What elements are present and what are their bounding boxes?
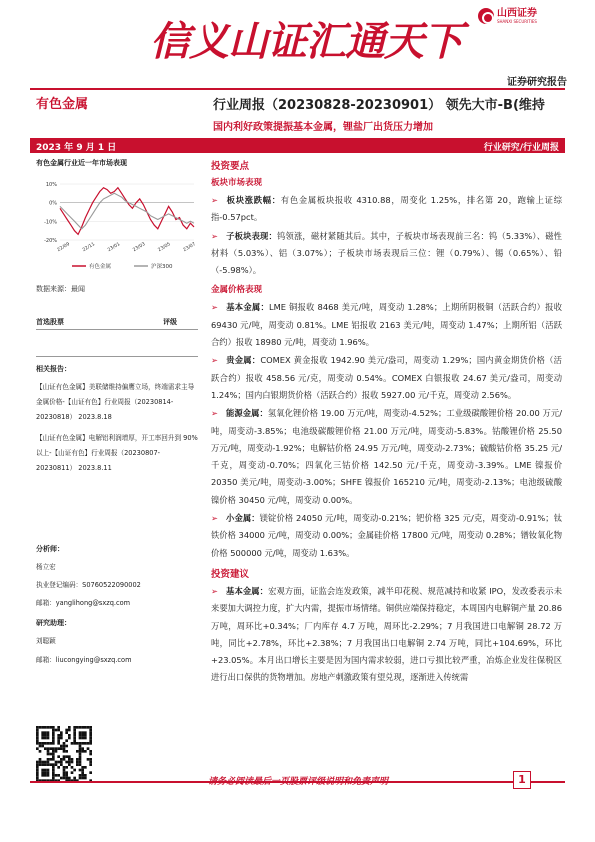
- qr-module: [55, 729, 58, 732]
- qr-module: [36, 774, 39, 777]
- qr-module: [36, 747, 39, 750]
- qr-module: [76, 726, 79, 729]
- qr-module: [73, 777, 76, 780]
- qr-module: [84, 737, 87, 740]
- qr-module: [57, 726, 60, 729]
- qr-module: [47, 742, 50, 745]
- qr-module: [57, 747, 60, 750]
- header-divider: [30, 88, 565, 90]
- para-text: LME 铜报收 8468 美元/吨，周变动 1.28%；上期所阴极铜（活跃合约）报收 69430 元/吨，周变动 0.81%。LME 铝报收 2163 美元/吨，周变动 1.47%；上期所铝（活跃合约）报收 18980 元/吨，周变动 1.96%。: [211, 302, 562, 348]
- qr-module: [52, 774, 55, 777]
- analyst-title: 分析师：: [36, 545, 64, 553]
- qr-module: [36, 771, 39, 774]
- qr-module: [60, 747, 63, 750]
- subsection-market: 板块市场表现: [211, 178, 263, 188]
- qr-module: [44, 726, 47, 729]
- rating-label: 评级: [163, 318, 177, 326]
- qr-module: [89, 731, 92, 734]
- qr-module: [89, 771, 92, 774]
- qr-module: [47, 758, 50, 761]
- qr-module: [73, 739, 76, 742]
- date-bar: [30, 138, 565, 153]
- qr-module: [63, 769, 66, 772]
- qr-module: [73, 729, 76, 732]
- qr-module: [79, 763, 82, 766]
- arrow-icon: ➢: [211, 355, 218, 366]
- qr-module: [89, 726, 92, 729]
- qr-module: [84, 774, 87, 777]
- qr-module: [63, 747, 66, 750]
- qr-module: [84, 742, 87, 745]
- qr-module: [63, 742, 66, 745]
- logo-icon: [478, 8, 494, 24]
- paragraph-subsector: [211, 228, 562, 280]
- qr-module: [36, 737, 39, 740]
- x-tick-label: 23/05: [157, 242, 172, 254]
- related-report-item[interactable]: 【山证有色金属】美联储维持偏鹰立场，终端需求主导金属价格-【山证有色】行业周报（20230814-20230818） 2023.8.18: [36, 383, 195, 421]
- qr-module: [65, 771, 68, 774]
- qr-module: [60, 763, 63, 766]
- qr-module: [36, 734, 39, 737]
- qr-module: [73, 731, 76, 734]
- industry-name: 有色金属: [36, 97, 89, 112]
- qr-module: [79, 769, 82, 772]
- qr-module: [73, 769, 76, 772]
- qr-module: [52, 755, 55, 758]
- related-report-item[interactable]: 【山证有色金属】电解铝利润增厚，开工率回升到 90%以上-【山证有色】行业周报（20230807-20230811） 2023.8.11: [36, 434, 198, 472]
- qr-module: [52, 734, 55, 737]
- qr-module: [52, 729, 55, 732]
- qr-module: [57, 734, 60, 737]
- qr-module: [60, 734, 63, 737]
- qr-module: [84, 777, 87, 780]
- qr-module: [79, 777, 82, 780]
- qr-module: [79, 750, 82, 753]
- arrow-icon: ➢: [211, 230, 218, 241]
- qr-module: [79, 731, 82, 734]
- qr-module: [36, 729, 39, 732]
- qr-module: [60, 758, 63, 761]
- qr-module: [89, 750, 92, 753]
- qr-module: [52, 777, 55, 780]
- series-line-2: [60, 193, 194, 229]
- qr-module: [81, 769, 84, 772]
- para-label: 基本金属：: [225, 585, 269, 596]
- qr-module: [39, 763, 42, 766]
- qr-module: [79, 774, 82, 777]
- para-label: 贵金属：: [225, 355, 261, 366]
- paragraph-base-metals: [211, 299, 562, 351]
- qr-module: [47, 774, 50, 777]
- qr-module: [73, 734, 76, 737]
- qr-module: [89, 739, 92, 742]
- qr-module: [81, 731, 84, 734]
- qr-module: [36, 761, 39, 764]
- qr-module: [55, 747, 58, 750]
- qr-module: [41, 737, 44, 740]
- qr-module: [36, 763, 39, 766]
- analyst-cert-code: 执业登记编码：S0760522090002: [36, 581, 141, 589]
- x-tick-label: 23/03: [132, 242, 147, 254]
- qr-module: [44, 734, 47, 737]
- qr-module: [81, 771, 84, 774]
- qr-module: [44, 731, 47, 734]
- qr-module: [81, 774, 84, 777]
- qr-module: [79, 761, 82, 764]
- assistant-email[interactable]: 邮箱：liucongying@sxzq.com: [36, 656, 132, 664]
- qr-module: [47, 734, 50, 737]
- qr-module: [68, 763, 71, 766]
- qr-module: [41, 745, 44, 748]
- qr-module: [36, 726, 39, 729]
- data-source: 数据来源：最闻: [36, 285, 85, 293]
- qr-module: [68, 734, 71, 737]
- qr-module: [39, 742, 42, 745]
- qr-module: [47, 771, 50, 774]
- analyst-email[interactable]: 邮箱：yanglihong@sxzq.com: [36, 599, 131, 607]
- para-text: 宏观方面，证监会连发政策，减半印花税、规范减持和收紧 IPO，发改委表示未来要加大调控力度，扩大内需，提振市场情绪。铜供应端保持稳定，本周国内电解铜产量 20.86 万吨，周环比+0.34%；厂内库存 4.7 万吨，周环比-2.29%；7 月我国进口电解铜 28.72 万吨，同比+2.78%，环比+2.38%；7 月我国出口电解铜 2.74 万吨，同比+104.69%，环比+23.05%。本月出口增长主要是因为国内需求较弱，进口亏损比较严重，冶炼企业发往保税区进行出口保供的货物增加。房地产刺激政策有望兑现，逐渐进入传统需: [211, 585, 562, 683]
- qr-module: [44, 747, 47, 750]
- qr-module: [79, 753, 82, 756]
- qr-module: [60, 761, 63, 764]
- qr-module: [87, 742, 90, 745]
- qr-module: [49, 758, 52, 761]
- qr-module: [39, 758, 42, 761]
- arrow-icon: ➢: [211, 585, 218, 596]
- qr-module: [65, 774, 68, 777]
- y-tick-label: -20%: [44, 238, 57, 244]
- paragraph-precious-metals: [211, 352, 562, 404]
- qr-code-icon: [36, 726, 92, 782]
- qr-module: [47, 763, 50, 766]
- qr-module: [36, 766, 39, 769]
- qr-module: [87, 747, 90, 750]
- qr-module: [55, 774, 58, 777]
- chart-canvas: [36, 178, 198, 276]
- qr-module: [65, 739, 68, 742]
- qr-module: [63, 774, 66, 777]
- report-headline: 行业周报（20230828-20230901） 领先大市-B(维持: [213, 98, 545, 113]
- company-logo: [478, 6, 588, 26]
- qr-module: [79, 747, 82, 750]
- qr-module: [36, 739, 39, 742]
- qr-module: [41, 774, 44, 777]
- qr-module: [52, 742, 55, 745]
- qr-module: [68, 758, 71, 761]
- qr-module: [52, 739, 55, 742]
- qr-module: [63, 745, 66, 748]
- main-content: [211, 158, 562, 688]
- qr-module: [52, 726, 55, 729]
- qr-module: [52, 766, 55, 769]
- qr-module: [52, 753, 55, 756]
- qr-module: [60, 731, 63, 734]
- paragraph-minor-metals: [211, 510, 562, 562]
- qr-module: [79, 758, 82, 761]
- qr-module: [47, 753, 50, 756]
- stock-picks-header: [36, 317, 200, 329]
- assistant-title: 研究助理：: [36, 619, 71, 627]
- qr-module: [57, 739, 60, 742]
- qr-module: [36, 731, 39, 734]
- arrow-icon: ➢: [211, 513, 218, 524]
- report-category: 行业研究/行业周报: [483, 143, 559, 153]
- qr-module: [87, 726, 90, 729]
- x-tick-label: 22/11: [81, 242, 96, 254]
- logo-name-cn: 山西证券: [497, 7, 537, 19]
- para-label: 板块涨跌幅：: [225, 195, 281, 205]
- para-label: 小金属：: [225, 513, 260, 524]
- qr-module: [71, 742, 74, 745]
- qr-module: [57, 755, 60, 758]
- qr-module: [49, 742, 52, 745]
- x-tick-label: 23/01: [107, 242, 122, 254]
- qr-module: [65, 761, 68, 764]
- qr-module: [57, 729, 60, 732]
- qr-module: [49, 763, 52, 766]
- arrow-icon: ➢: [211, 195, 218, 205]
- qr-module: [47, 750, 50, 753]
- qr-module: [76, 763, 79, 766]
- footer-disclaimer: 请务必阅读最后一页股票评级说明和免责声明: [208, 777, 389, 787]
- qr-module: [57, 761, 60, 764]
- qr-module: [89, 763, 92, 766]
- qr-module: [81, 747, 84, 750]
- qr-module: [39, 745, 42, 748]
- qr-module: [57, 737, 60, 740]
- section-investment-advice: 投资建议: [211, 568, 250, 580]
- qr-module: [44, 742, 47, 745]
- qr-module: [63, 750, 66, 753]
- y-tick-label: 0%: [49, 200, 57, 207]
- qr-module: [39, 726, 42, 729]
- qr-module: [65, 745, 68, 748]
- qr-module: [41, 731, 44, 734]
- qr-module: [47, 761, 50, 764]
- qr-module: [68, 755, 71, 758]
- y-tick-label: 10%: [45, 182, 57, 188]
- qr-module: [41, 763, 44, 766]
- qr-module: [49, 747, 52, 750]
- para-label: 基本金属：: [225, 302, 270, 313]
- qr-module: [81, 737, 84, 740]
- qr-module: [84, 726, 87, 729]
- qr-module: [63, 771, 66, 774]
- qr-module: [89, 734, 92, 737]
- section-investment-points: 投资要点: [211, 161, 250, 172]
- page-number: 1: [513, 771, 531, 789]
- qr-module: [89, 729, 92, 732]
- qr-module: [47, 747, 50, 750]
- qr-module: [49, 726, 52, 729]
- qr-module: [79, 737, 82, 740]
- para-text: 钨领涨，磁材紧随其后。其中，子板块市场表现前三名：钨（5.33%）、磁性材料（5.03%）、铝（3.07%）；子板块市场表现后三位：锂（0.79%）、锡（0.65%）、铅（-5.98%）。: [211, 230, 562, 276]
- qr-module: [81, 734, 84, 737]
- qr-module: [73, 742, 76, 745]
- qr-module: [47, 726, 50, 729]
- qr-module: [79, 726, 82, 729]
- qr-module: [44, 771, 47, 774]
- qr-module: [87, 758, 90, 761]
- x-tick-label: 23/07: [182, 242, 197, 254]
- qr-module: [52, 737, 55, 740]
- qr-module: [73, 726, 76, 729]
- report-kind: 证券研究报告: [507, 77, 567, 88]
- qr-module: [60, 745, 63, 748]
- qr-module: [71, 766, 74, 769]
- qr-module: [89, 758, 92, 761]
- divider: [36, 356, 198, 357]
- qr-module: [68, 726, 71, 729]
- qr-module: [47, 731, 50, 734]
- qr-module: [71, 771, 74, 774]
- paragraph-advice-base-metals: [211, 583, 562, 687]
- qr-module: [52, 763, 55, 766]
- qr-module: [84, 766, 87, 769]
- qr-module: [55, 763, 58, 766]
- qr-module: [68, 777, 71, 780]
- qr-module: [63, 755, 66, 758]
- qr-module: [60, 737, 63, 740]
- qr-module: [65, 750, 68, 753]
- arrow-icon: ➢: [211, 302, 218, 313]
- qr-module: [44, 737, 47, 740]
- qr-module: [76, 750, 79, 753]
- qr-module: [55, 750, 58, 753]
- qr-module: [41, 771, 44, 774]
- picks-label: 首选股票: [36, 318, 64, 326]
- qr-module: [41, 742, 44, 745]
- legend-label: 有色金属: [89, 264, 112, 270]
- qr-module: [84, 731, 87, 734]
- qr-module: [52, 771, 55, 774]
- qr-module: [55, 761, 58, 764]
- qr-module: [60, 777, 63, 780]
- qr-module: [44, 761, 47, 764]
- qr-module: [79, 745, 82, 748]
- market-performance-chart: [36, 178, 198, 276]
- assistant-name: 刘聪颖: [36, 637, 56, 645]
- divider: [36, 329, 198, 330]
- y-tick-label: -10%: [44, 219, 57, 226]
- qr-module: [89, 753, 92, 756]
- qr-module: [63, 766, 66, 769]
- qr-module: [36, 777, 39, 780]
- qr-module: [71, 758, 74, 761]
- qr-module: [44, 763, 47, 766]
- qr-module: [84, 750, 87, 753]
- qr-module: [41, 734, 44, 737]
- qr-module: [79, 755, 82, 758]
- qr-module: [57, 766, 60, 769]
- qr-module: [39, 761, 42, 764]
- qr-module: [44, 774, 47, 777]
- qr-module: [76, 758, 79, 761]
- para-label: 能源金属：: [225, 408, 268, 419]
- qr-module: [41, 761, 44, 764]
- qr-module: [89, 737, 92, 740]
- para-text: 有色金属板块报收 4310.88，周变化 1.25%，排名第 20，跑输上证综指-0.57pct。: [211, 195, 562, 223]
- qr-module: [52, 747, 55, 750]
- qr-module: [81, 742, 84, 745]
- para-text: COMEX 黄金报收 1942.90 美元/盎司，周变动 1.29%；国内黄金期货价格（活跃合约）报收 458.56 元/克，周变动 0.54%。COMEX 白银报收 24.67 美元/盎司，周变动 1.24%；国内白银期货价格（活跃合约）报收 5927.00 元/千克，周变动 2.56%。: [211, 355, 562, 400]
- qr-module: [71, 761, 74, 764]
- qr-module: [76, 742, 79, 745]
- qr-module: [65, 777, 68, 780]
- logo-name-en: SHANXI SECURITIES: [497, 18, 537, 24]
- chart-title: 有色金属行业近一年市场表现: [36, 159, 127, 167]
- paragraph-sector-change: [211, 192, 562, 227]
- report-subheadline: 国内利好政策提振基本金属，锂盐厂出货压力增加: [213, 122, 433, 133]
- qr-module: [68, 737, 71, 740]
- qr-module: [44, 769, 47, 772]
- slogan-banner: 信义山证汇通天下: [150, 18, 462, 65]
- qr-module: [76, 761, 79, 764]
- qr-module: [39, 750, 42, 753]
- qr-module: [63, 777, 66, 780]
- legend-label: 沪深300: [151, 264, 173, 270]
- qr-module: [52, 731, 55, 734]
- qr-module: [36, 742, 39, 745]
- qr-module: [41, 769, 44, 772]
- qr-module: [81, 777, 84, 780]
- qr-module: [89, 761, 92, 764]
- paragraph-energy-metals: [211, 405, 562, 509]
- qr-module: [47, 737, 50, 740]
- qr-module: [89, 742, 92, 745]
- qr-module: [68, 729, 71, 732]
- qr-module: [73, 737, 76, 740]
- qr-module: [36, 769, 39, 772]
- qr-module: [65, 766, 68, 769]
- qr-module: [68, 761, 71, 764]
- subsection-price: 金属价格表现: [211, 285, 263, 296]
- report-date: 2023 年 9 月 1 日: [36, 143, 117, 153]
- qr-module: [65, 755, 68, 758]
- qr-module: [52, 758, 55, 761]
- qr-module: [47, 769, 50, 772]
- qr-module: [81, 750, 84, 753]
- qr-module: [63, 758, 66, 761]
- qr-module: [65, 729, 68, 732]
- qr-module: [65, 731, 68, 734]
- qr-module: [79, 742, 82, 745]
- x-tick-label: 22/09: [56, 242, 71, 254]
- arrow-icon: ➢: [211, 408, 218, 419]
- qr-module: [57, 774, 60, 777]
- para-label: 子板块表现：: [225, 230, 277, 241]
- qr-module: [81, 766, 84, 769]
- qr-module: [57, 742, 60, 745]
- para-text: 氢氧化锂价格 19.00 万元/吨，周变动-4.52%；工业级碳酸锂价格 20.00 万元/吨，周变动-3.85%；电池级碳酸锂价格 21.00 万元/吨，周变动-5.83%。钴酸锂价格 25.50 万元/吨，周变动-1.92%；电解钴价格 24.95 万元/吨，周变动-2.73%；硫酸钴价格 35.25 元/千克，周变动-0.70%；四氧化三钴价格 142.50 元/千克，周变动-3.39%。LME 镍报价 20350 美元/吨，周变动-3.00%；SHFE 镍报价 165210 元/吨，周变动-2.13%；电池级硫酸镍价格 30450 元/吨，周变动 0.00%。: [211, 408, 562, 505]
- para-text: 镁锭价格 24050 元/吨，周变动-0.21%；钯价格 325 元/克，周变动-0.91%；钛铁价格 34000 元/吨，周变动 0.00%；金属硅价格 17800 元/吨，周变动 0.28%；镨钕氧化物价格 500000 元/吨，周变动 1.63%。: [211, 513, 562, 558]
- qr-module: [41, 726, 44, 729]
- qr-module: [52, 769, 55, 772]
- qr-module: [84, 734, 87, 737]
- qr-module: [79, 734, 82, 737]
- related-reports-title: 相关报告：: [36, 365, 71, 373]
- qr-module: [52, 750, 55, 753]
- qr-module: [49, 753, 52, 756]
- qr-module: [81, 726, 84, 729]
- analyst-name: 杨立宏: [36, 563, 56, 571]
